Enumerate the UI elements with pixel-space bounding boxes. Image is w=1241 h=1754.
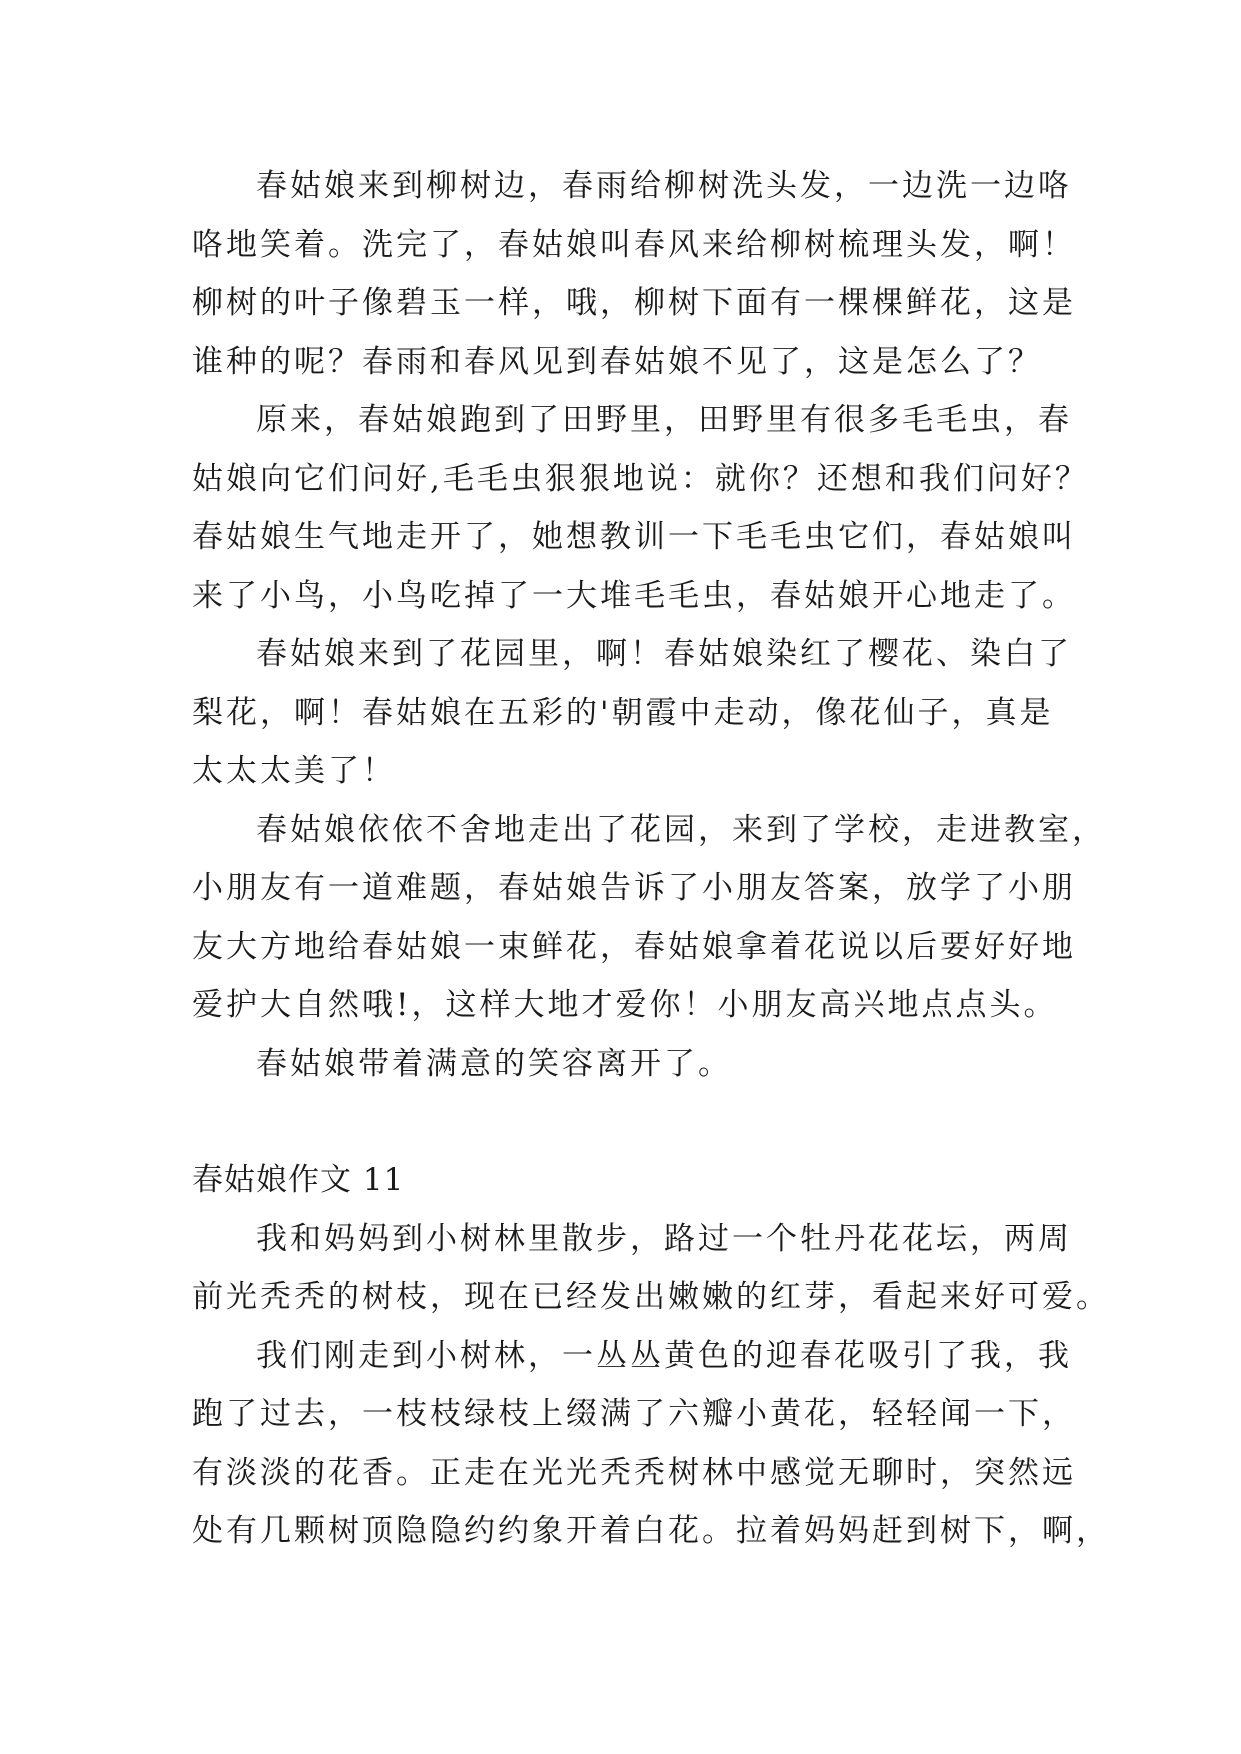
text-line: 有淡淡的花香。正走在光光秃秃树林中感觉无聊时，突然远 <box>192 1454 1076 1491</box>
text-line: 友大方地给春姑娘一束鲜花，春姑娘拿着花说以后要好好地 <box>192 928 1076 965</box>
text-line: 梨花，啊！春姑娘在五彩的'朝霞中走动，像花仙子，真是 <box>192 694 1054 731</box>
text-line: 姑娘向它们问好,毛毛虫狠狠地说：就你？还想和我们问好？ <box>192 460 1089 497</box>
text-line: 谁种的呢？春雨和春风见到春姑娘不见了，这是怎么了？ <box>192 343 1042 380</box>
text-line: 前光秃秃的树枝，现在已经发出嫩嫩的红芽，看起来好可爱。 <box>192 1279 1110 1315</box>
paragraph <box>192 391 1089 625</box>
text-line: 跑了过去，一枝枝绿枝上缀满了六瓣小黄花，轻轻闻一下， <box>192 1396 1076 1432</box>
paragraph <box>192 1327 1110 1561</box>
text-line: 小朋友有一道难题，春姑娘告诉了小朋友答案，放学了小朋 <box>192 870 1076 906</box>
text-line: 柳树的叶子像碧玉一样，哦，柳树下面有一棵棵鲜花，这是 <box>192 285 1076 321</box>
text-line: 春姑娘生气地走开了，她想教训一下毛毛虫它们，春姑娘叫 <box>192 519 1076 555</box>
text-line: 咯地笑着。洗完了，春姑娘叫春风来给柳树梳理头发，啊！ <box>192 226 1076 263</box>
text-line: 春姑娘来到柳树边，春雨给柳树洗头发，一边洗一边咯 <box>256 168 1072 204</box>
text-line: 处有几颗树顶隐隐约约象开着白花。拉着妈妈赶到树下，啊， <box>192 1513 1110 1549</box>
text-line: 春姑娘依依不舍地走出了花园，来到了学校，走进教室， <box>256 811 1106 848</box>
text-line: 我们刚走到小树林，一丛丛黄色的迎春花吸引了我，我 <box>256 1337 1072 1374</box>
paragraph <box>192 801 1106 1035</box>
text-line: 我和妈妈到小树林里散步，路过一个牡丹花花坛，两周 <box>256 1220 1072 1257</box>
paragraph <box>192 1035 1052 1094</box>
text-line: 爱护大自然哦!，这样大地才爱你！小朋友高兴地点点头。 <box>192 987 1058 1023</box>
section-heading: 春姑娘作文 11 <box>192 1162 405 1198</box>
paragraph <box>192 1210 1110 1327</box>
text-line: 春姑娘带着满意的笑容离开了。 <box>256 1045 732 1082</box>
text-line: 春姑娘来到了花园里，啊！春姑娘染红了樱花、染白了 <box>256 636 1072 672</box>
section-spacer <box>192 1093 1052 1151</box>
text-line: 太太太美了！ <box>192 753 396 789</box>
text-line: 来了小鸟，小鸟吃掉了一大堆毛毛虫，春姑娘开心地走了。 <box>192 577 1076 614</box>
text-line: 原来，春姑娘跑到了田野里，田野里有很多毛毛虫，春 <box>256 402 1072 438</box>
paragraph <box>192 157 1076 391</box>
document-body <box>192 157 1110 1561</box>
paragraph <box>192 625 1072 801</box>
